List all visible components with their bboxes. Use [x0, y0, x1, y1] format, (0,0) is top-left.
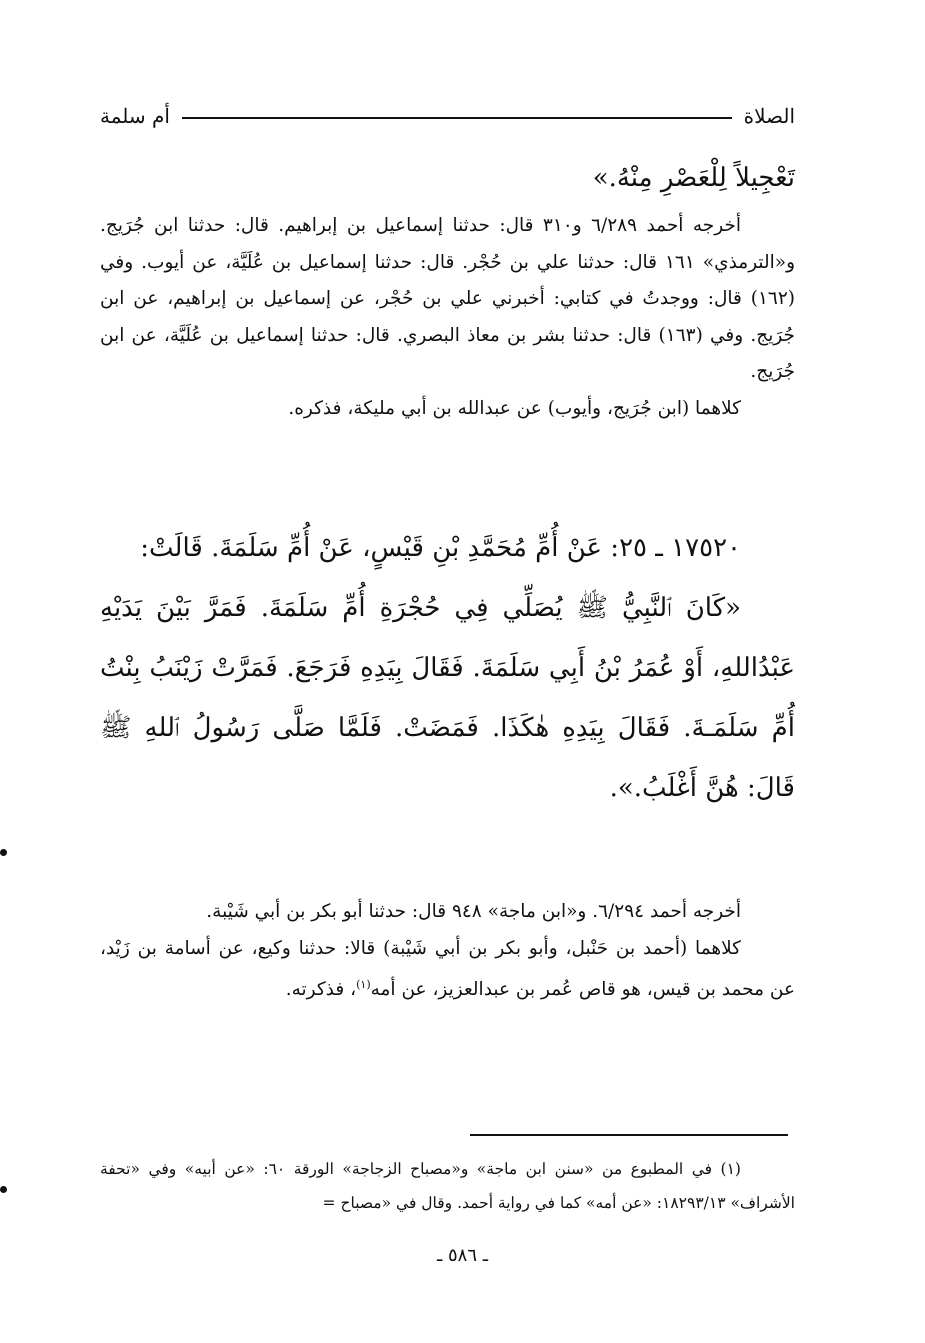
takhrij-text: كلاهما (أحمد بن حَنْبل، وأبو بكر بن أبي شَيْبة) قالا: حدثنا وكيع، عن أسامة بن زَيْد، عن محمد بن قيس، هو قاص عُمر بن عبدالعزيز، عن أمه: [100, 937, 795, 1001]
page-number: ـ ٥٨٦ ـ: [436, 1245, 488, 1266]
previous-hadith-ending: تَعْجِيلاً لِلْعَصْرِ مِنْهُ.»: [592, 163, 795, 193]
hadith-text: «كَانَ ٱلنَّبِيُّ ﷺ يُصَلِّي فِي حُجْرَةِ أُمِّ سَلَمَةَ. فَمَرَّ بَيْنَ يَدَيْهِ عَبْدُاللهِ، أَوْ عُمَرُ بْنُ أَبِي سَلَمَةَ. فَقَالَ بِيَدِهِ فَرَجَعَ. فَمَرَّتْ زَيْنَبُ بِنْتُ أُمِّ سَلَمَـةَ. فَقَالَ بِيَدِهِ هٰكَذَا. فَمَضَتْ. فَلَمَّا صَلَّى رَسُولُ ٱللهِ ﷺ قَالَ: هُنَّ أَغْلَبُ.».: [100, 593, 795, 803]
takhrij-block: [100, 894, 795, 1009]
footnote-marker: (١): [356, 978, 371, 991]
footnote-text: (١) في المطبوع من «سنن ابن ماجة» و«مصباح الزجاجة» الورقة ٦٠: «عن أبيه» وفي «تحفة الأشراف» ١٨٢٩٣/١٣: «عن أمه» كما في رواية أحمد. وقال في «مصباح =: [100, 1160, 795, 1212]
takhrij-paragraph: أخرجه أحمد ٦/٢٨٩ و٣١٠ قال: حدثنا إسماعيل بن إبراهيم. قال: حدثنا ابن جُرَيج. و«الترمذي» ١٦١ قال: حدثنا علي بن حُجْر. قال: حدثنا إسماعيل بن عُلَيَّة، عن أيوب. وفي (١٦٢) قال: ووجدتُ في كتابي: أخبرني علي بن حُجْر، عن إسماعيل بن إبراهيم، عن ابن جُرَيج. وفي (١٦٣) قال: حدثنا بشر بن معاذ البصري. قال: حدثنا إسماعيل بن عُلَيَّة، عن ابن جُرَيج.: [100, 215, 796, 382]
takhrij-text-end: ، فذكرته.: [285, 979, 357, 1001]
takhrij-paragraph: أخرجه أحمد ٦/٢٩٤. و«ابن ماجة» ٩٤٨ قال: حدثنا أبو بكر بن أبي شَيْبة.: [206, 901, 741, 922]
header-chapter-title: الصلاة: [743, 104, 795, 128]
takhrij-paragraph: [100, 931, 795, 1009]
header-rule: [182, 117, 732, 119]
footnote-separator: [470, 1134, 788, 1136]
running-header: [100, 96, 795, 136]
takhrij-paragraph: كلاهما (ابن جُرَيج، وأيوب) عن عبدالله بن أبي مليكة، فذكره.: [288, 397, 741, 419]
scan-mark: [0, 849, 7, 856]
header-companion-title: أم سلمة: [100, 104, 170, 128]
hadith-heading: ١٧٥٢٠ ـ ٢٥: عَنْ أُمِّ مُحَمَّدِ بْنِ قَيْسٍ، عَنْ أُمِّ سَلَمَةَ. قَالَتْ:: [140, 533, 741, 563]
previous-takhrij: [100, 208, 795, 427]
hadith-block: [100, 518, 795, 818]
scan-mark: [0, 1186, 7, 1193]
footnote: [100, 1152, 795, 1220]
